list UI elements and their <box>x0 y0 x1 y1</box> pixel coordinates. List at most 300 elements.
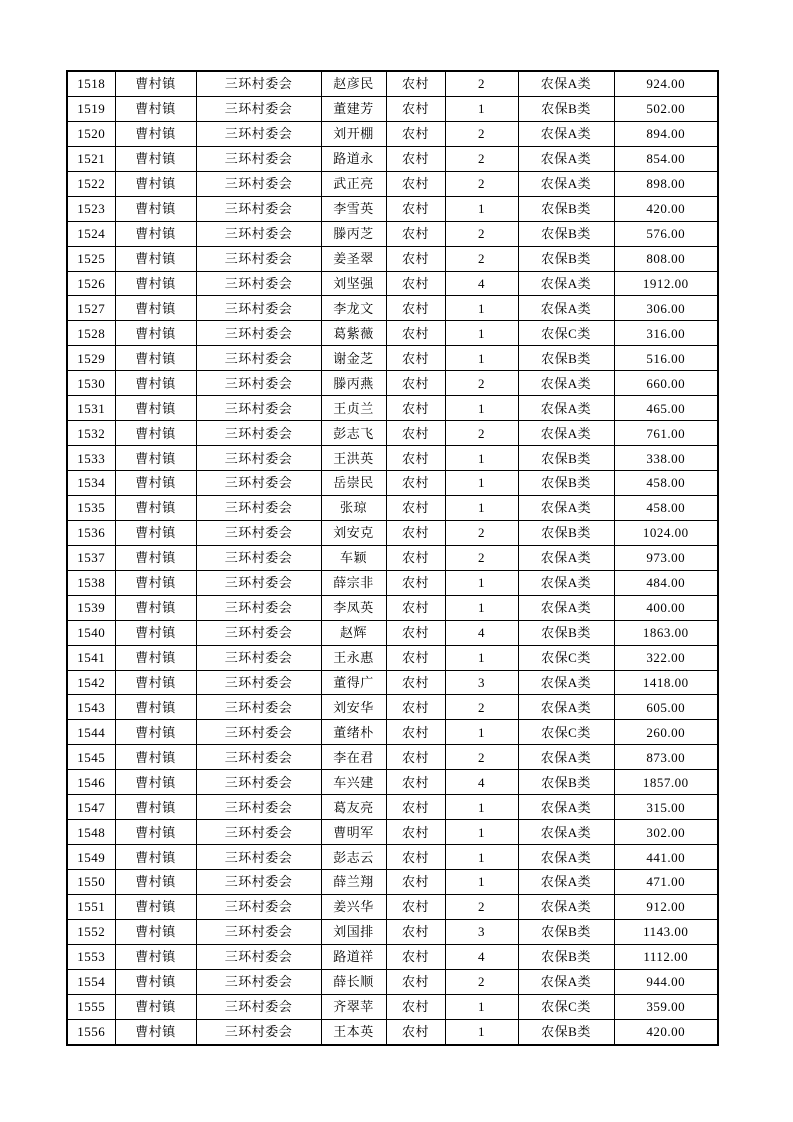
cell-person-name: 车颖 <box>321 545 386 570</box>
cell-village-committee: 三环村委会 <box>196 196 321 221</box>
cell-person-count: 2 <box>445 146 518 171</box>
cell-residence-type: 农村 <box>386 870 445 895</box>
cell-person-count: 1 <box>445 845 518 870</box>
cell-town: 曹村镇 <box>115 670 196 695</box>
cell-town: 曹村镇 <box>115 745 196 770</box>
cell-serial-number: 1540 <box>67 620 115 645</box>
cell-person-count: 2 <box>445 894 518 919</box>
cell-residence-type: 农村 <box>386 71 445 96</box>
cell-amount: 854.00 <box>614 146 718 171</box>
cell-serial-number: 1549 <box>67 845 115 870</box>
cell-town: 曹村镇 <box>115 171 196 196</box>
cell-person-name: 王本英 <box>321 1019 386 1044</box>
cell-village-committee: 三环村委会 <box>196 994 321 1019</box>
cell-residence-type: 农村 <box>386 96 445 121</box>
table-row <box>67 545 718 570</box>
table-row <box>67 870 718 895</box>
table-row <box>67 845 718 870</box>
cell-insurance-category: 农保A类 <box>518 870 614 895</box>
cell-amount: 458.00 <box>614 471 718 496</box>
cell-person-name: 王永惠 <box>321 645 386 670</box>
cell-serial-number: 1544 <box>67 720 115 745</box>
cell-person-name: 曹明军 <box>321 820 386 845</box>
cell-person-name: 赵彦民 <box>321 71 386 96</box>
cell-person-count: 2 <box>445 520 518 545</box>
cell-person-name: 薛宗非 <box>321 570 386 595</box>
cell-residence-type: 农村 <box>386 196 445 221</box>
cell-amount: 1912.00 <box>614 271 718 296</box>
cell-insurance-category: 农保C类 <box>518 321 614 346</box>
table-row <box>67 695 718 720</box>
cell-serial-number: 1529 <box>67 346 115 371</box>
cell-village-committee: 三环村委会 <box>196 71 321 96</box>
cell-person-count: 2 <box>445 745 518 770</box>
cell-insurance-category: 农保B类 <box>518 446 614 471</box>
cell-person-name: 刘开棚 <box>321 121 386 146</box>
cell-person-name: 滕丙芝 <box>321 221 386 246</box>
cell-insurance-category: 农保A类 <box>518 296 614 321</box>
cell-person-count: 1 <box>445 346 518 371</box>
cell-amount: 322.00 <box>614 645 718 670</box>
cell-person-name: 李龙文 <box>321 296 386 321</box>
table-row <box>67 645 718 670</box>
cell-residence-type: 农村 <box>386 820 445 845</box>
cell-amount: 973.00 <box>614 545 718 570</box>
cell-village-committee: 三环村委会 <box>196 471 321 496</box>
cell-residence-type: 农村 <box>386 695 445 720</box>
table-row <box>67 969 718 994</box>
cell-insurance-category: 农保B类 <box>518 471 614 496</box>
cell-village-committee: 三环村委会 <box>196 171 321 196</box>
cell-village-committee: 三环村委会 <box>196 421 321 446</box>
cell-person-count: 1 <box>445 471 518 496</box>
cell-person-name: 王洪英 <box>321 446 386 471</box>
table-row <box>67 71 718 96</box>
cell-serial-number: 1532 <box>67 421 115 446</box>
cell-town: 曹村镇 <box>115 246 196 271</box>
cell-serial-number: 1530 <box>67 371 115 396</box>
cell-amount: 808.00 <box>614 246 718 271</box>
cell-person-name: 齐翠苹 <box>321 994 386 1019</box>
cell-insurance-category: 农保C类 <box>518 720 614 745</box>
cell-town: 曹村镇 <box>115 446 196 471</box>
cell-town: 曹村镇 <box>115 620 196 645</box>
table-row <box>67 495 718 520</box>
cell-amount: 260.00 <box>614 720 718 745</box>
cell-residence-type: 农村 <box>386 346 445 371</box>
cell-amount: 400.00 <box>614 595 718 620</box>
cell-residence-type: 农村 <box>386 371 445 396</box>
cell-amount: 465.00 <box>614 396 718 421</box>
cell-village-committee: 三环村委会 <box>196 820 321 845</box>
cell-serial-number: 1521 <box>67 146 115 171</box>
cell-town: 曹村镇 <box>115 346 196 371</box>
cell-person-name: 姜圣翠 <box>321 246 386 271</box>
cell-town: 曹村镇 <box>115 845 196 870</box>
cell-serial-number: 1548 <box>67 820 115 845</box>
cell-village-committee: 三环村委会 <box>196 1019 321 1044</box>
cell-person-name: 路道永 <box>321 146 386 171</box>
cell-serial-number: 1556 <box>67 1019 115 1044</box>
cell-person-count: 4 <box>445 620 518 645</box>
cell-residence-type: 农村 <box>386 720 445 745</box>
cell-village-committee: 三环村委会 <box>196 271 321 296</box>
cell-insurance-category: 农保B类 <box>518 520 614 545</box>
cell-residence-type: 农村 <box>386 121 445 146</box>
cell-person-name: 董得广 <box>321 670 386 695</box>
cell-town: 曹村镇 <box>115 221 196 246</box>
cell-town: 曹村镇 <box>115 1019 196 1044</box>
cell-town: 曹村镇 <box>115 944 196 969</box>
cell-person-name: 葛紫薇 <box>321 321 386 346</box>
cell-person-name: 刘坚强 <box>321 271 386 296</box>
cell-town: 曹村镇 <box>115 645 196 670</box>
cell-insurance-category: 农保A类 <box>518 421 614 446</box>
cell-insurance-category: 农保B类 <box>518 221 614 246</box>
cell-amount: 315.00 <box>614 795 718 820</box>
cell-amount: 441.00 <box>614 845 718 870</box>
cell-town: 曹村镇 <box>115 770 196 795</box>
cell-amount: 1857.00 <box>614 770 718 795</box>
cell-town: 曹村镇 <box>115 570 196 595</box>
cell-serial-number: 1533 <box>67 446 115 471</box>
cell-insurance-category: 农保A类 <box>518 371 614 396</box>
cell-person-count: 2 <box>445 421 518 446</box>
cell-residence-type: 农村 <box>386 845 445 870</box>
cell-insurance-category: 农保B类 <box>518 620 614 645</box>
table-row <box>67 770 718 795</box>
cell-person-name: 姜兴华 <box>321 894 386 919</box>
cell-residence-type: 农村 <box>386 446 445 471</box>
cell-person-name: 董绪朴 <box>321 720 386 745</box>
cell-person-name: 岳崇民 <box>321 471 386 496</box>
cell-residence-type: 农村 <box>386 321 445 346</box>
cell-residence-type: 农村 <box>386 570 445 595</box>
cell-person-name: 彭志飞 <box>321 421 386 446</box>
cell-village-committee: 三环村委会 <box>196 495 321 520</box>
cell-person-count: 1 <box>445 96 518 121</box>
cell-village-committee: 三环村委会 <box>196 695 321 720</box>
cell-person-count: 2 <box>445 969 518 994</box>
cell-village-committee: 三环村委会 <box>196 296 321 321</box>
cell-village-committee: 三环村委会 <box>196 795 321 820</box>
subsidy-register-table <box>66 70 719 1046</box>
cell-person-name: 路道祥 <box>321 944 386 969</box>
cell-serial-number: 1520 <box>67 121 115 146</box>
cell-serial-number: 1547 <box>67 795 115 820</box>
table-row <box>67 171 718 196</box>
table-row <box>67 944 718 969</box>
cell-amount: 1143.00 <box>614 919 718 944</box>
cell-insurance-category: 农保C类 <box>518 994 614 1019</box>
cell-serial-number: 1534 <box>67 471 115 496</box>
cell-serial-number: 1553 <box>67 944 115 969</box>
cell-insurance-category: 农保A类 <box>518 71 614 96</box>
cell-person-count: 2 <box>445 121 518 146</box>
table-row <box>67 471 718 496</box>
cell-serial-number: 1545 <box>67 745 115 770</box>
cell-serial-number: 1522 <box>67 171 115 196</box>
cell-amount: 1024.00 <box>614 520 718 545</box>
cell-amount: 306.00 <box>614 296 718 321</box>
cell-town: 曹村镇 <box>115 969 196 994</box>
cell-amount: 944.00 <box>614 969 718 994</box>
cell-village-committee: 三环村委会 <box>196 670 321 695</box>
cell-residence-type: 农村 <box>386 146 445 171</box>
cell-village-committee: 三环村委会 <box>196 121 321 146</box>
cell-person-count: 1 <box>445 795 518 820</box>
cell-insurance-category: 农保A类 <box>518 820 614 845</box>
cell-person-count: 2 <box>445 545 518 570</box>
table-row <box>67 720 718 745</box>
cell-person-count: 1 <box>445 1019 518 1044</box>
cell-person-count: 2 <box>445 246 518 271</box>
cell-person-count: 2 <box>445 371 518 396</box>
cell-insurance-category: 农保A类 <box>518 570 614 595</box>
cell-serial-number: 1546 <box>67 770 115 795</box>
table-row <box>67 570 718 595</box>
cell-person-name: 滕丙燕 <box>321 371 386 396</box>
cell-residence-type: 农村 <box>386 246 445 271</box>
cell-person-count: 4 <box>445 944 518 969</box>
cell-serial-number: 1539 <box>67 595 115 620</box>
cell-insurance-category: 农保A类 <box>518 146 614 171</box>
cell-serial-number: 1528 <box>67 321 115 346</box>
table-row <box>67 321 718 346</box>
cell-town: 曹村镇 <box>115 196 196 221</box>
cell-serial-number: 1538 <box>67 570 115 595</box>
cell-residence-type: 农村 <box>386 271 445 296</box>
cell-insurance-category: 农保A类 <box>518 171 614 196</box>
cell-person-count: 1 <box>445 645 518 670</box>
table-row <box>67 1019 718 1044</box>
cell-town: 曹村镇 <box>115 421 196 446</box>
cell-village-committee: 三环村委会 <box>196 346 321 371</box>
cell-insurance-category: 农保A类 <box>518 396 614 421</box>
cell-town: 曹村镇 <box>115 471 196 496</box>
cell-village-committee: 三环村委会 <box>196 545 321 570</box>
cell-serial-number: 1536 <box>67 520 115 545</box>
cell-amount: 873.00 <box>614 745 718 770</box>
cell-amount: 898.00 <box>614 171 718 196</box>
cell-amount: 502.00 <box>614 96 718 121</box>
table-row <box>67 146 718 171</box>
cell-village-committee: 三环村委会 <box>196 446 321 471</box>
cell-residence-type: 农村 <box>386 171 445 196</box>
cell-village-committee: 三环村委会 <box>196 595 321 620</box>
cell-serial-number: 1543 <box>67 695 115 720</box>
cell-amount: 458.00 <box>614 495 718 520</box>
cell-amount: 924.00 <box>614 71 718 96</box>
cell-village-committee: 三环村委会 <box>196 570 321 595</box>
cell-residence-type: 农村 <box>386 1019 445 1044</box>
cell-village-committee: 三环村委会 <box>196 645 321 670</box>
cell-insurance-category: 农保B类 <box>518 944 614 969</box>
cell-village-committee: 三环村委会 <box>196 396 321 421</box>
cell-residence-type: 农村 <box>386 221 445 246</box>
cell-residence-type: 农村 <box>386 745 445 770</box>
cell-insurance-category: 农保A类 <box>518 271 614 296</box>
table-row <box>67 121 718 146</box>
cell-person-count: 1 <box>445 321 518 346</box>
cell-insurance-category: 农保A类 <box>518 545 614 570</box>
table-row <box>67 670 718 695</box>
cell-village-committee: 三环村委会 <box>196 371 321 396</box>
cell-insurance-category: 农保A类 <box>518 495 614 520</box>
cell-person-count: 3 <box>445 919 518 944</box>
cell-person-count: 1 <box>445 870 518 895</box>
cell-village-committee: 三环村委会 <box>196 620 321 645</box>
table-row <box>67 620 718 645</box>
cell-residence-type: 农村 <box>386 670 445 695</box>
table-row <box>67 346 718 371</box>
cell-insurance-category: 农保C类 <box>518 645 614 670</box>
cell-residence-type: 农村 <box>386 894 445 919</box>
cell-insurance-category: 农保A类 <box>518 845 614 870</box>
table-row <box>67 820 718 845</box>
cell-residence-type: 农村 <box>386 969 445 994</box>
cell-person-count: 1 <box>445 196 518 221</box>
cell-town: 曹村镇 <box>115 870 196 895</box>
cell-amount: 761.00 <box>614 421 718 446</box>
cell-residence-type: 农村 <box>386 770 445 795</box>
cell-village-committee: 三环村委会 <box>196 520 321 545</box>
cell-person-name: 薛兰翔 <box>321 870 386 895</box>
cell-serial-number: 1550 <box>67 870 115 895</box>
cell-amount: 316.00 <box>614 321 718 346</box>
cell-village-committee: 三环村委会 <box>196 969 321 994</box>
cell-person-count: 3 <box>445 670 518 695</box>
cell-insurance-category: 农保B类 <box>518 96 614 121</box>
cell-person-count: 1 <box>445 595 518 620</box>
cell-person-name: 谢金芝 <box>321 346 386 371</box>
cell-person-name: 张琼 <box>321 495 386 520</box>
cell-serial-number: 1542 <box>67 670 115 695</box>
cell-person-name: 薛长顺 <box>321 969 386 994</box>
cell-residence-type: 农村 <box>386 595 445 620</box>
cell-person-count: 4 <box>445 770 518 795</box>
cell-town: 曹村镇 <box>115 795 196 820</box>
table-row <box>67 221 718 246</box>
cell-amount: 420.00 <box>614 196 718 221</box>
cell-amount: 576.00 <box>614 221 718 246</box>
cell-insurance-category: 农保B类 <box>518 246 614 271</box>
cell-person-count: 2 <box>445 695 518 720</box>
cell-village-committee: 三环村委会 <box>196 321 321 346</box>
cell-residence-type: 农村 <box>386 545 445 570</box>
cell-residence-type: 农村 <box>386 795 445 820</box>
cell-person-count: 1 <box>445 296 518 321</box>
cell-person-count: 2 <box>445 221 518 246</box>
cell-village-committee: 三环村委会 <box>196 845 321 870</box>
cell-residence-type: 农村 <box>386 421 445 446</box>
cell-town: 曹村镇 <box>115 894 196 919</box>
cell-town: 曹村镇 <box>115 271 196 296</box>
cell-insurance-category: 农保B类 <box>518 196 614 221</box>
cell-town: 曹村镇 <box>115 96 196 121</box>
table-row <box>67 96 718 121</box>
cell-amount: 516.00 <box>614 346 718 371</box>
cell-village-committee: 三环村委会 <box>196 944 321 969</box>
cell-amount: 1863.00 <box>614 620 718 645</box>
cell-village-committee: 三环村委会 <box>196 146 321 171</box>
cell-serial-number: 1526 <box>67 271 115 296</box>
cell-amount: 894.00 <box>614 121 718 146</box>
cell-village-committee: 三环村委会 <box>196 770 321 795</box>
cell-person-name: 董建芳 <box>321 96 386 121</box>
cell-serial-number: 1518 <box>67 71 115 96</box>
table-row <box>67 196 718 221</box>
cell-town: 曹村镇 <box>115 371 196 396</box>
cell-village-committee: 三环村委会 <box>196 221 321 246</box>
table-row <box>67 595 718 620</box>
cell-residence-type: 农村 <box>386 471 445 496</box>
cell-serial-number: 1527 <box>67 296 115 321</box>
cell-person-count: 1 <box>445 446 518 471</box>
table-row <box>67 446 718 471</box>
cell-serial-number: 1525 <box>67 246 115 271</box>
cell-serial-number: 1555 <box>67 994 115 1019</box>
cell-insurance-category: 农保A类 <box>518 795 614 820</box>
cell-person-count: 1 <box>445 994 518 1019</box>
cell-insurance-category: 农保B类 <box>518 346 614 371</box>
cell-town: 曹村镇 <box>115 520 196 545</box>
cell-town: 曹村镇 <box>115 146 196 171</box>
cell-amount: 302.00 <box>614 820 718 845</box>
cell-town: 曹村镇 <box>115 396 196 421</box>
cell-amount: 1418.00 <box>614 670 718 695</box>
cell-person-name: 李凤英 <box>321 595 386 620</box>
cell-town: 曹村镇 <box>115 321 196 346</box>
cell-person-name: 彭志云 <box>321 845 386 870</box>
cell-town: 曹村镇 <box>115 595 196 620</box>
cell-person-name: 赵辉 <box>321 620 386 645</box>
cell-residence-type: 农村 <box>386 620 445 645</box>
cell-serial-number: 1524 <box>67 221 115 246</box>
cell-person-count: 1 <box>445 720 518 745</box>
cell-village-committee: 三环村委会 <box>196 870 321 895</box>
cell-insurance-category: 农保A类 <box>518 745 614 770</box>
cell-village-committee: 三环村委会 <box>196 919 321 944</box>
table-row <box>67 271 718 296</box>
cell-village-committee: 三环村委会 <box>196 96 321 121</box>
table-row <box>67 919 718 944</box>
cell-amount: 484.00 <box>614 570 718 595</box>
cell-person-name: 武正亮 <box>321 171 386 196</box>
cell-town: 曹村镇 <box>115 695 196 720</box>
cell-person-count: 1 <box>445 495 518 520</box>
cell-amount: 359.00 <box>614 994 718 1019</box>
table-row <box>67 246 718 271</box>
cell-person-count: 2 <box>445 71 518 96</box>
table-row <box>67 994 718 1019</box>
table-row <box>67 421 718 446</box>
cell-person-name: 刘安华 <box>321 695 386 720</box>
cell-insurance-category: 农保A类 <box>518 121 614 146</box>
cell-village-committee: 三环村委会 <box>196 745 321 770</box>
cell-amount: 605.00 <box>614 695 718 720</box>
cell-town: 曹村镇 <box>115 919 196 944</box>
cell-amount: 338.00 <box>614 446 718 471</box>
cell-amount: 420.00 <box>614 1019 718 1044</box>
table-row <box>67 795 718 820</box>
cell-insurance-category: 农保A类 <box>518 695 614 720</box>
cell-insurance-category: 农保A类 <box>518 670 614 695</box>
cell-town: 曹村镇 <box>115 495 196 520</box>
cell-town: 曹村镇 <box>115 820 196 845</box>
cell-serial-number: 1519 <box>67 96 115 121</box>
cell-amount: 471.00 <box>614 870 718 895</box>
